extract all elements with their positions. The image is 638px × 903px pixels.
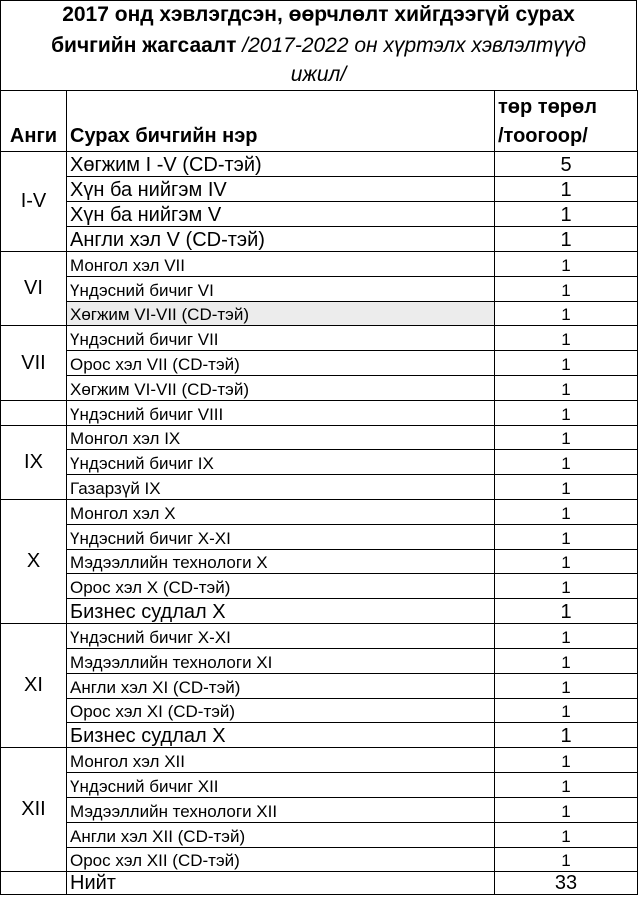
book-name-cell: Бизнес судлал X xyxy=(67,599,495,624)
document-title xyxy=(0,0,637,91)
quantity-cell: 1 xyxy=(495,673,638,698)
grade-cell: IX xyxy=(1,425,67,499)
table-row xyxy=(1,351,638,376)
table-row xyxy=(1,400,638,425)
book-name-cell: Бизнес судлал X xyxy=(67,723,495,748)
book-name-cell: Хүн ба нийгэм V xyxy=(67,202,495,227)
grade-cell: X xyxy=(1,499,67,623)
table-row xyxy=(1,822,638,847)
textbook-table xyxy=(0,90,638,895)
table-row xyxy=(1,673,638,698)
table-row xyxy=(1,574,638,599)
quantity-cell: 1 xyxy=(495,698,638,723)
book-name-cell: Үндэсний бичиг VIII xyxy=(67,400,495,425)
table-row xyxy=(1,499,638,524)
quantity-cell: 1 xyxy=(495,624,638,649)
table-row xyxy=(1,326,638,351)
quantity-cell: 1 xyxy=(495,301,638,326)
header-quantity-line-2: /тоогоор/ xyxy=(498,125,588,147)
book-name-cell: Хөгжим VI-VII (CD-тэй) xyxy=(67,375,495,400)
book-name-cell: Үндэсний бичиг VI xyxy=(67,276,495,301)
grade-cell: VI xyxy=(1,252,67,326)
quantity-cell: 1 xyxy=(495,847,638,872)
title-line-2-italic: /2017-2022 он хүртэлх хэвлэлтүүд xyxy=(242,34,586,57)
quantity-cell: 1 xyxy=(495,326,638,351)
table-row xyxy=(1,748,638,773)
book-name-cell: Үндэсний бичиг X-XI xyxy=(67,524,495,549)
quantity-cell: 1 xyxy=(495,599,638,624)
book-name-cell: Монгол хэл X xyxy=(67,499,495,524)
quantity-cell: 1 xyxy=(495,227,638,252)
title-line-2 xyxy=(1,34,636,58)
quantity-cell: 1 xyxy=(495,773,638,798)
grade-cell: I-V xyxy=(1,152,67,252)
quantity-cell: 1 xyxy=(495,748,638,773)
quantity-cell: 1 xyxy=(495,524,638,549)
book-name-cell: Монгол хэл IX xyxy=(67,425,495,450)
grade-cell xyxy=(1,400,67,425)
quantity-cell: 1 xyxy=(495,723,638,748)
header-quantity xyxy=(495,91,638,152)
header-row xyxy=(1,91,638,152)
quantity-cell: 1 xyxy=(495,351,638,376)
total-row xyxy=(1,872,638,895)
table-row xyxy=(1,202,638,227)
book-name-cell: Мэдээллийн технологи XII xyxy=(67,797,495,822)
book-name-cell: Мэдээллийн технологи X xyxy=(67,549,495,574)
quantity-cell: 1 xyxy=(495,475,638,500)
grade-cell: XI xyxy=(1,624,67,748)
book-name-cell: Хүн ба нийгэм IV xyxy=(67,177,495,202)
book-name-cell: Орос хэл XI (CD-тэй) xyxy=(67,698,495,723)
book-name-cell: Орос хэл X (CD-тэй) xyxy=(67,574,495,599)
quantity-cell: 1 xyxy=(495,499,638,524)
title-line-1: 2017 онд хэвлэгдсэн, өөрчлөлт хийгдээгүй сурах xyxy=(62,3,575,26)
table-row xyxy=(1,797,638,822)
quantity-cell: 1 xyxy=(495,252,638,277)
table-row xyxy=(1,648,638,673)
table-row xyxy=(1,698,638,723)
quantity-cell: 1 xyxy=(495,450,638,475)
book-name-cell: Хөгжим I -V (CD-тэй) xyxy=(67,152,495,177)
title-line-2-bold: бичгийн жагсаалт xyxy=(51,34,243,57)
table-row xyxy=(1,624,638,649)
quantity-cell: 1 xyxy=(495,797,638,822)
book-name-cell: Үндэсний бичиг X-XI xyxy=(67,624,495,649)
grade-cell: XII xyxy=(1,748,67,872)
table-row xyxy=(1,599,638,624)
table-row xyxy=(1,723,638,748)
quantity-cell: 1 xyxy=(495,375,638,400)
quantity-cell: 5 xyxy=(495,152,638,177)
book-name-cell: Орос хэл VII (CD-тэй) xyxy=(67,351,495,376)
book-name-cell: Монгол хэл VII xyxy=(67,252,495,277)
grade-cell: VII xyxy=(1,326,67,400)
book-name-cell: Англи хэл XII (CD-тэй) xyxy=(67,822,495,847)
table-row xyxy=(1,227,638,252)
book-name-cell: Үндэсний бичиг XII xyxy=(67,773,495,798)
table-row xyxy=(1,152,638,177)
book-name-cell: Үндэсний бичиг VII xyxy=(67,326,495,351)
quantity-cell: 1 xyxy=(495,822,638,847)
total-empty-cell xyxy=(1,872,67,895)
quantity-cell: 1 xyxy=(495,425,638,450)
table-row xyxy=(1,252,638,277)
quantity-cell: 1 xyxy=(495,574,638,599)
book-name-cell: Монгол хэл XII xyxy=(67,748,495,773)
table-row xyxy=(1,177,638,202)
book-name-cell: Орос хэл XII (CD-тэй) xyxy=(67,847,495,872)
table-row xyxy=(1,450,638,475)
total-quantity: 33 xyxy=(495,872,638,895)
book-name-cell: Англи хэл XI (CD-тэй) xyxy=(67,673,495,698)
table-row xyxy=(1,847,638,872)
table-row xyxy=(1,301,638,326)
book-name-cell: Хөгжим VI-VII (CD-тэй) xyxy=(67,301,495,326)
book-name-cell: Англи хэл V (CD-тэй) xyxy=(67,227,495,252)
header-grade: Анги xyxy=(1,91,67,152)
table-row xyxy=(1,425,638,450)
quantity-cell: 1 xyxy=(495,400,638,425)
book-name-cell: Мэдээллийн технологи XI xyxy=(67,648,495,673)
book-name-cell: Үндэсний бичиг IX xyxy=(67,450,495,475)
quantity-cell: 1 xyxy=(495,202,638,227)
table-body xyxy=(1,152,638,895)
total-label: Нийт xyxy=(67,872,495,895)
table-row xyxy=(1,773,638,798)
quantity-cell: 1 xyxy=(495,549,638,574)
table-row xyxy=(1,524,638,549)
table-row xyxy=(1,375,638,400)
table-row xyxy=(1,549,638,574)
header-quantity-line-1: төр төрөл xyxy=(498,96,597,118)
header-book-name: Сурах бичгийн нэр xyxy=(67,91,495,152)
book-name-cell: Газарзүй IX xyxy=(67,475,495,500)
title-line-3: ижил/ xyxy=(290,63,347,86)
table-row xyxy=(1,475,638,500)
quantity-cell: 1 xyxy=(495,648,638,673)
quantity-cell: 1 xyxy=(495,177,638,202)
table-row xyxy=(1,276,638,301)
quantity-cell: 1 xyxy=(495,276,638,301)
